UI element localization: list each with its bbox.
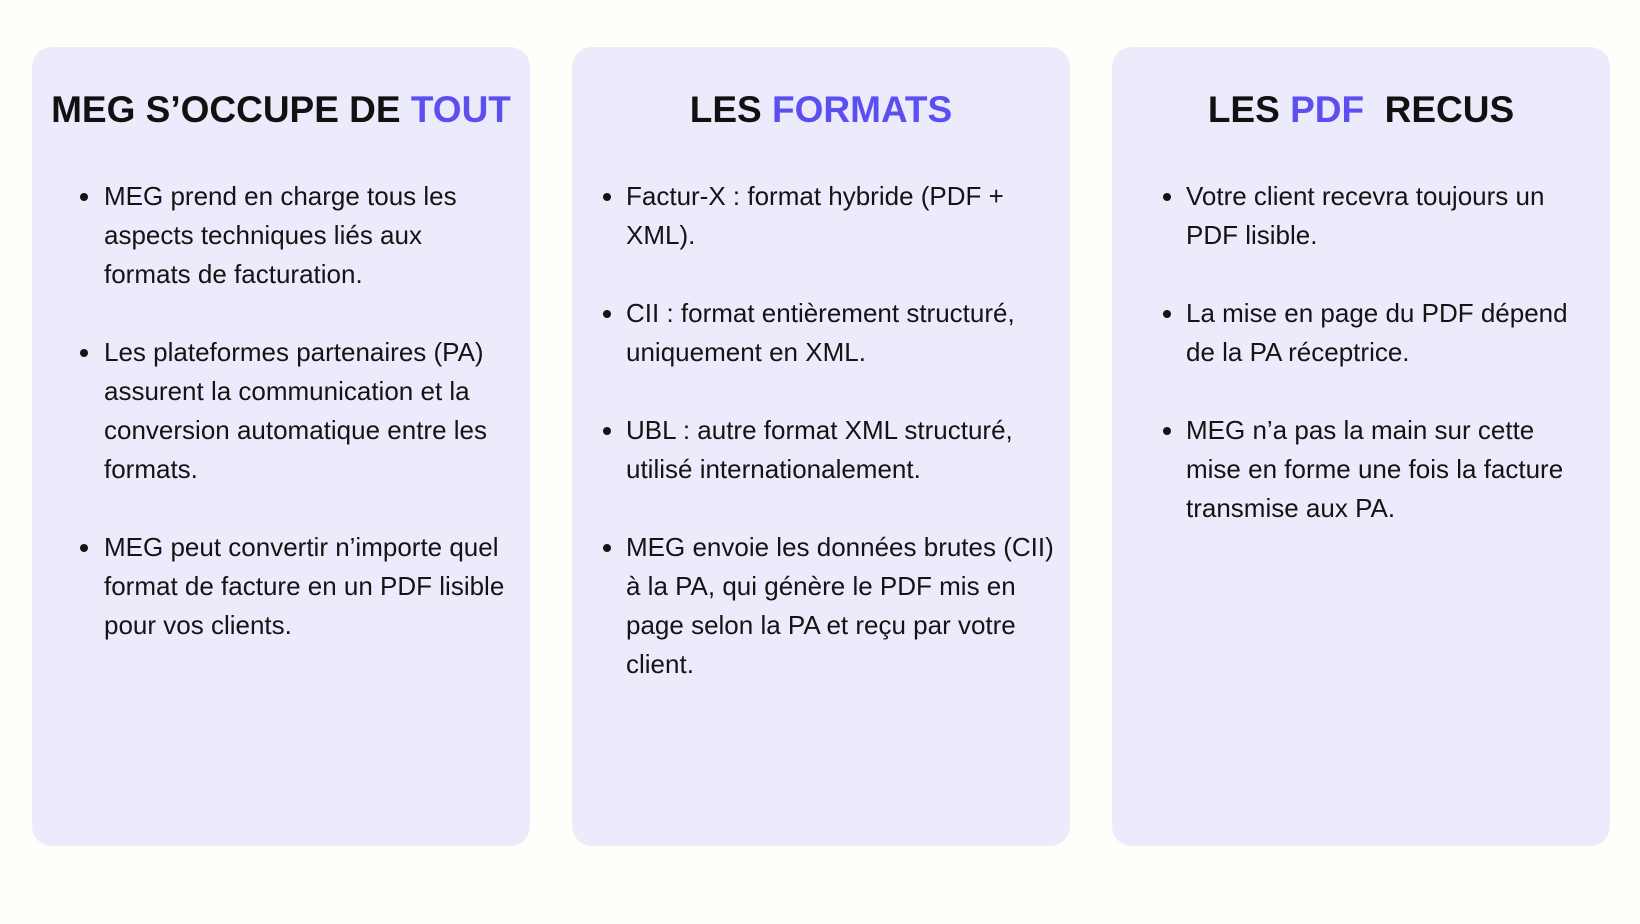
bullet-item: Votre client recevra toujours un PDF lisible. [1112,177,1610,255]
bullet-item: La mise en page du PDF dépend de la PA réceptrice. [1112,294,1610,372]
bullet-list [1112,177,1610,567]
card-title-highlight: TOUT [410,89,511,130]
card-title-highlight: PDF [1290,89,1365,130]
bullet-item: Les plateformes partenaires (PA) assurent la communication et la conversion automatique entre les formats. [32,333,530,489]
bullet-list [572,177,1070,723]
card-meg-tout [32,47,530,846]
card-title [1112,47,1610,139]
card-title-prefix: MEG S’OCCUPE DE [51,89,411,130]
bullet-item: MEG prend en charge tous les aspects techniques liés aux formats de facturation. [32,177,530,294]
bullet-item: MEG n’a pas la main sur cette mise en forme une fois la facture transmise aux PA. [1112,411,1610,528]
card-formats [572,47,1070,846]
card-title-highlight: FORMATS [772,89,953,130]
bullet-item: MEG envoie les données brutes (CII) à la PA, qui génère le PDF mis en page selon la PA et reçu par votre client. [572,528,1070,684]
bullet-item: MEG peut convertir n’importe quel format de facture en un PDF lisible pour vos clients. [32,528,530,645]
card-title-prefix: LES [1207,89,1291,130]
bullet-item: UBL : autre format XML structuré, utilisé internationalement. [572,411,1070,489]
bullet-item: CII : format entièrement structuré, uniquement en XML. [572,294,1070,372]
bullet-item: Factur-X : format hybride (PDF + XML). [572,177,1070,255]
card-title-suffix: RECUS [1364,89,1515,130]
card-title-prefix: LES [689,89,773,130]
card-title [572,47,1070,139]
card-title [32,47,530,139]
card-pdf-recus [1112,47,1610,846]
bullet-list [32,177,530,684]
